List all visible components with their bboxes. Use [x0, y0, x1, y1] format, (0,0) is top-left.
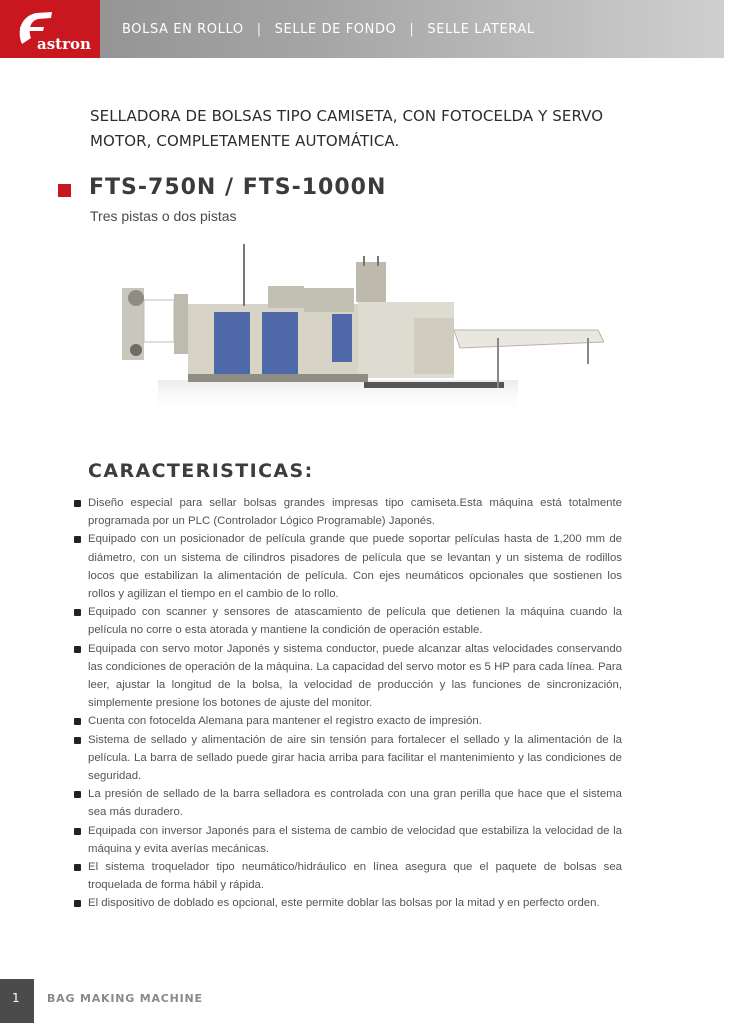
nav-item-bolsa-en-rollo[interactable]: BOLSA EN ROLLO [122, 21, 244, 37]
logo-mark-icon [0, 0, 100, 58]
list-item [73, 894, 622, 912]
bullet-icon [74, 900, 81, 907]
nav-item-selle-lateral[interactable]: SELLE LATERAL [427, 21, 535, 37]
model-marker-icon [58, 184, 71, 197]
model-subtitle: Tres pistas o dos pistas [90, 208, 237, 224]
list-item [73, 712, 622, 730]
nav-separator: | [409, 21, 415, 37]
nav-separator: | [256, 21, 262, 37]
list-item [73, 494, 622, 530]
feature-text: La presión de sellado de la barra selladora es controlada con una gran perilla que hace que el sistema sea más duradero. [88, 788, 622, 819]
feature-text: El sistema troquelador tipo neumático/hidráulico en línea asegura que el paquete de bolsas sea troquelada de forma hábil y rápida. [88, 861, 622, 892]
features-list [73, 494, 622, 913]
list-item [73, 731, 622, 786]
bullet-icon [74, 536, 81, 543]
feature-text: El dispositivo de doblado es opcional, este permite doblar las bolsas por la mitad y en perfecto orden. [88, 897, 600, 910]
bullet-icon [74, 737, 81, 744]
top-nav [122, 0, 535, 58]
list-item [73, 822, 622, 858]
page-number: 1 [12, 991, 20, 1005]
bullet-icon [74, 609, 81, 616]
model-title: FTS-750N / FTS-1000N [89, 175, 387, 200]
list-item [73, 603, 622, 639]
bullet-icon [74, 791, 81, 798]
section-title: CARACTERISTICAS: [88, 460, 314, 482]
bullet-icon [74, 828, 81, 835]
feature-text: Cuenta con fotocelda Alemana para mantener el registro exacto de impresión. [88, 715, 482, 728]
bullet-icon [74, 500, 81, 507]
header-bar [0, 0, 724, 58]
page-headline: SELLADORA DE BOLSAS TIPO CAMISETA, CON FOTOCELDA Y SERVO MOTOR, COMPLETAMENTE AUTOMÁTICA. [90, 107, 604, 150]
feature-text: Equipado con un posicionador de película grande que puede soportar películas hasta de 1,200 mm de diámetro, con un sistema de cilindros pisadores de película que se levantan y un sistema de rodillos locos que estabilizan la alimentación de película. Con ejes neumáticos opcionales que sostienen los rollos y agilizan el tiempo en el cambio de lo rollo. [88, 533, 622, 601]
nav-item-selle-de-fondo[interactable]: SELLE DE FONDO [274, 21, 397, 37]
list-item [73, 785, 622, 821]
feature-text: Sistema de sellado y alimentación de aire sin tensión para fortalecer el sellado y la alimentación de la película. La barra de sellado puede girar hacia arriba para facilitar el mantenimiento y las condiciones de seguridad. [88, 733, 622, 783]
footer-label: BAG MAKING MACHINE [47, 992, 203, 1005]
feature-text: Diseño especial para sellar bolsas grandes impresas tipo camiseta.Esta máquina está totalmente programada por un PLC (Controlador Lógico Programable) Japonés. [88, 497, 622, 528]
list-item [73, 640, 622, 713]
feature-text: Equipada con inversor Japonés para el sistema de cambio de velocidad que estabiliza la velocidad de la máquina y evita averías mecánicas. [88, 824, 622, 855]
bullet-icon [74, 646, 81, 653]
bullet-icon [74, 864, 81, 871]
feature-text: Equipado con scanner y sensores de atascamiento de película que detienen la máquina cuando la película no corre o esta atorada y mantiene la condición de operación estable. [88, 606, 622, 637]
machine-photo [118, 238, 604, 416]
bullet-icon [74, 718, 81, 725]
list-item [73, 530, 622, 603]
svg-text:astron: astron [37, 35, 91, 53]
feature-text: Equipada con servo motor Japonés y sistema conductor, puede alcanzar altas velocidades conservando las condiciones de operación de la máquina. La capacidad del servo motor es 5 HP para cada línea. Para leer, ajustar la longitud de la bolsa, la velocidad de producción y las funciones de sincronización, simplemente presione los botones de ajuste del monitor. [88, 642, 622, 710]
brand-logo[interactable] [0, 0, 100, 58]
list-item [73, 858, 622, 894]
